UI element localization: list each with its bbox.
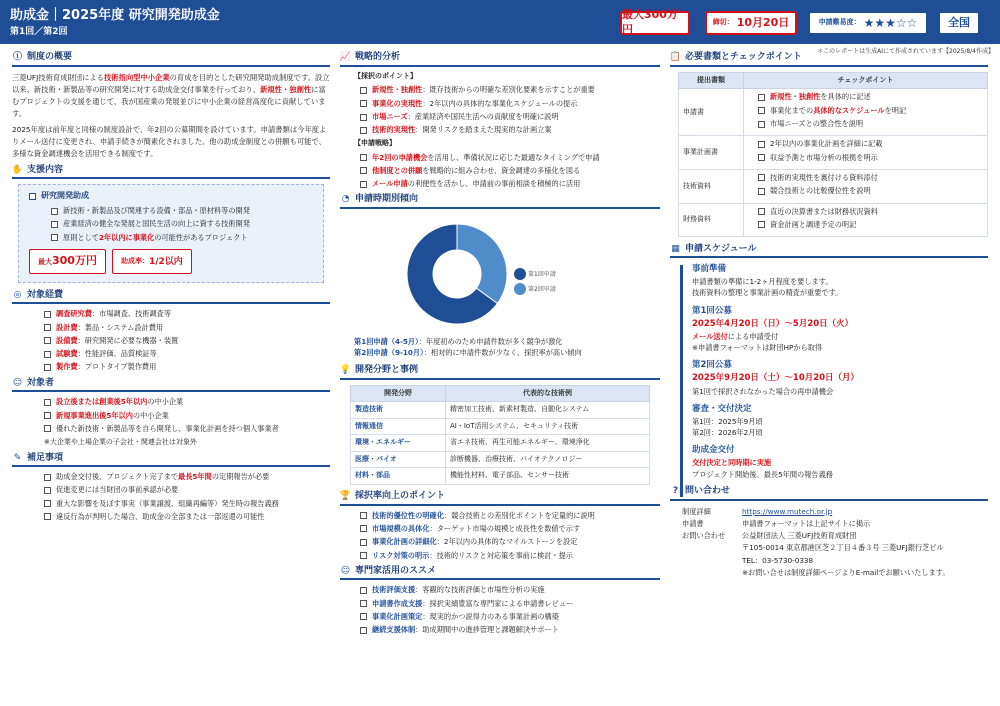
section-expenses: ◎ 対象経費: [12, 289, 330, 304]
list-item: 他制度との併願を戦略的に組み合わせ、資金調達の多様化を図る: [360, 166, 660, 177]
checkbox-icon: [44, 364, 51, 371]
middle-column: [340, 52, 660, 638]
list-item: 優れた新技術・新製品等を自ら開発し、事業化計画を持つ個人事業者: [44, 424, 330, 435]
info-icon: ⓘ: [12, 52, 22, 63]
users-icon: ☺: [12, 377, 23, 388]
schedule-timeline: [670, 263, 988, 480]
checkbox-icon: [360, 539, 367, 546]
checkbox-icon: [44, 399, 51, 406]
section-overview: ⓘ 制度の概要: [12, 52, 330, 67]
section-schedule: ▦ 申請スケジュール: [670, 243, 988, 258]
legend-swatch-first: [514, 268, 526, 280]
checkbox-icon: [51, 208, 58, 215]
table-row: 財務資料 直近の決算書または財務状況資料 資金計画と調達予定の明記: [679, 203, 988, 237]
list-item: 年2回の申請機会を活用し、準備状況に応じた最適なタイミングで申請: [360, 153, 660, 164]
list-item: 原則として2年以内に事業化の可能性があるプロジェクト: [51, 233, 313, 244]
checkbox-icon: [758, 141, 765, 148]
list-item: 促進変更には当財団の事前承認が必要: [44, 485, 330, 496]
section-timing: ◔ 申請時期別傾向: [340, 194, 660, 209]
checkbox-icon: [44, 500, 51, 507]
timeline-line: [680, 265, 683, 497]
list-item: 技術評価支援：客観的な技術評価と市場性分析の実施: [360, 585, 660, 596]
difficulty-stars: ★★★☆☆: [863, 15, 918, 30]
checkbox-icon: [44, 474, 51, 481]
list-item: 技術的実現性：開発リスクを踏まえた現実的な計画立案: [360, 125, 660, 136]
scope-badge: 全国: [938, 11, 980, 35]
page-header: [0, 0, 1000, 44]
strategy-heading-2: 【申請戦略】: [354, 139, 396, 148]
website-link[interactable]: https://www.mutech.or.jp: [742, 506, 833, 516]
trophy-icon: 🏆: [339, 491, 352, 502]
legend-label-second: 第2回申請: [528, 285, 556, 293]
table-row: 医療・バイオ 診断機器、治療技術、バイオテクノロジー: [351, 451, 650, 467]
legend-swatch-second: [514, 283, 526, 295]
list-item: 設備費：研究開発に必要な機器・装置: [44, 336, 330, 347]
question-icon: ?: [672, 486, 679, 497]
page-subtitle: 第1回／第2回: [10, 27, 68, 37]
schedule-step: 第2回公募 2025年9月20日（土）～10月20日（月） 第1回で採択されなかった場合の再申請機会: [692, 360, 860, 396]
list-item: 申請書作成支援：採択実績豊富な専門家による申請書レビュー: [360, 599, 660, 610]
legend-label-first: 第1回申請: [528, 270, 556, 278]
timing-chart: [340, 214, 660, 334]
table-row: 材料・部品 機能性材料、電子部品、センサー技術: [351, 468, 650, 484]
checkbox-icon: [44, 412, 51, 419]
checkbox-icon: [360, 613, 367, 620]
right-column: [670, 52, 988, 579]
list-item: 新規性・独創性：既存技術からの明確な差別化要素を示すことが重要: [360, 85, 660, 96]
table-row: 事業計画書 2年以内の事業化計画を詳細に記載 収益予測と市場分析の根拠を明示: [679, 136, 988, 170]
handshake-icon: ✋: [11, 164, 24, 175]
checkbox-icon: [51, 221, 58, 228]
table-row: 環境・エネルギー 省エネ技術、再生可能エネルギー、環境浄化: [351, 435, 650, 451]
target-icon: ◎: [13, 289, 22, 300]
list-item: 製作費：プロトタイプ製作費用: [44, 362, 330, 373]
section-improve: 🏆 採択率向上のポイント: [340, 491, 660, 506]
checkbox-icon: [360, 167, 367, 174]
chart-icon: 📈: [339, 52, 352, 63]
list-item: 設計費：製品・システム設計費用: [44, 323, 330, 334]
list-item: 設立後または創業後5年以内の中小企業: [44, 397, 330, 408]
checkbox-icon: [360, 87, 367, 94]
list-item: 試験費：性能評価、品質検証等: [44, 349, 330, 360]
list-item: 新技術・新製品及び関連する設備・部品・原材料等の開発: [51, 206, 313, 217]
support-amount-badge: 最大300万円: [29, 249, 106, 274]
max-amount-badge: 最大300万円: [620, 11, 690, 35]
checkbox-icon: [360, 552, 367, 559]
checkbox-icon: [360, 154, 367, 161]
list-item: 継続支援体制：助成期間中の進捗管理と課題解決サポート: [360, 625, 660, 636]
checkbox-icon: [758, 121, 765, 128]
section-contact: ? 問い合わせ: [670, 486, 988, 501]
ai-note: ＊このレポートは生成AIにて作成されています【2025/8/4作成】: [817, 48, 994, 55]
checkbox-icon: [360, 525, 367, 532]
eligible-note: ※大企業や上場企業の子会社・関連会社は対象外: [44, 437, 197, 446]
overview-paragraph-1: 三菱UFJ技術育成財団による技術指向型中小企業の育成を目的とした研究開発助成制度です。設立以来、新技術・新製品等の研究開発に対する助成金交付事業を行っており、新規性・独創性に富むプロジェクトの支援を通じて、我が国産業の発展並びに中小企業の経営高度化に貢献しています。: [12, 73, 330, 119]
pencil-icon: ✎: [13, 452, 22, 463]
pie-chart-icon: ◔: [341, 194, 350, 205]
fields-table: 開発分野 代表的な技術例 製造技術 精密加工技術、新素材製造、自動化システム 情報通信 AI・IoT活用システム、セキュリティ技術 環境・エネルギー 省エネ技術、再生可能エネルギー、環境浄化 医療・バイオ 診断機器、治療技術、バイオテクノロジー 材料・部品 機能性材料、電子部品、センサー技術: [350, 385, 650, 485]
left-column: [12, 52, 330, 525]
checkbox-icon: [44, 311, 51, 318]
list-item: 重大な影響を及ぼす事実（事業譲渡、組織再編等）発生時の報告義務: [44, 499, 330, 510]
checkbox-icon: [758, 221, 765, 228]
schedule-step: 審査・交付決定 第1回：2025年9月頃 第2回：2026年2月頃: [692, 403, 763, 438]
calendar-icon: ▦: [671, 243, 680, 254]
overview-paragraph-2: 2025年度は前年度と同様の制度設計で、年2回の公募期間を設けています。申請書類は今年度よりメール送付に変更され、申請手続きが簡素化されました。他の助成金制度との併願も可能で、多様な資金調達機会を活用できる制度です。: [12, 125, 327, 159]
table-row: 情報通信 AI・IoT活用システム、セキュリティ技術: [351, 418, 650, 434]
people-icon: ☺: [340, 565, 351, 576]
docs-table: 提出書類 チェックポイント 申請書 新規性・独創性を具体的に記述 事業化までの具体的なスケジュールを明記 市場ニーズとの整合性を説明 事業計画書 2年以内の事業化計画を詳細に記載 収益予測と市場分析の根拠を明示 技術資料 技術的実現性を裏付ける資料添付 競合技術との比較優位性を説明 財務資料 直近の決算書または財務状況資料 資金計画と調達予定の明記: [678, 72, 988, 237]
checkbox-icon: [44, 351, 51, 358]
schedule-step: 第1回公募 2025年4月20日（日）～5月20日（火） メール送付による申請受付 ※申請書フォーマットは財団HPから取得: [692, 305, 854, 353]
list-item: 助成金交付後、プロジェクト完了まで最長5年間の定期報告が必要: [44, 472, 330, 483]
checkbox-icon: [44, 513, 51, 520]
checkbox-icon: [360, 600, 367, 607]
section-strategy: 📈 戦略的分析: [340, 52, 660, 67]
support-box-title: 研究開発助成: [29, 191, 313, 202]
clipboard-icon: 📋: [669, 52, 682, 63]
checkbox-icon: [758, 154, 765, 161]
checkbox-icon: [758, 174, 765, 181]
checkbox-icon: [360, 512, 367, 519]
section-support: ✋ 支援内容: [12, 164, 330, 179]
checkbox-icon: [44, 425, 51, 432]
timing-donut-chart: [340, 214, 660, 334]
section-experts: ☺ 専門家活用のススメ: [340, 565, 660, 580]
table-row: 申請書 新規性・独創性を具体的に記述 事業化までの具体的なスケジュールを明記 市場ニーズとの整合性を説明: [679, 89, 988, 136]
checkbox-icon: [44, 324, 51, 331]
checkbox-icon: [758, 94, 765, 101]
page-title: 助成金｜2025年度 研究開発助成金: [10, 8, 220, 23]
list-item: 市場ニーズ：産業経済や国民生活への貢献度を明確に説明: [360, 112, 660, 123]
checkbox-icon: [360, 127, 367, 134]
list-item: 新規事業進出後5年以内の中小企業: [44, 411, 330, 422]
list-item: リスク対策の明示：技術的リスクと対応策を事前に検討・提示: [360, 551, 660, 562]
checkbox-icon: [360, 100, 367, 107]
section-docs: 📋 必要書類とチェックポイント: [670, 52, 988, 67]
checkbox-icon: [29, 193, 36, 200]
list-item: 事業化の実現性：2年以内の具体的な事業化スケジュールの提示: [360, 99, 660, 110]
support-box: [18, 184, 324, 283]
schedule-step: 助成金交付 交付決定と同時期に実施 プロジェクト開始後、最長5年間の報告義務: [692, 445, 833, 479]
contact-info: 制度詳細 https://www.mutech.or.jp 申請書 申請書フォーマットは上記サイトに掲示 お問い合わせ 公益財団法人 三菱UFJ技術育成財団 〒105-0014 東京都港区芝２丁目４番３号 三菱UFJ銀行芝ビル TEL：03-5730-0338 ※お問い合せは制度詳細ページよりE-mailでお願いいたします。: [682, 506, 950, 577]
schedule-step: 事前準備 申請書類の準備に1-2ヶ月程度を要します。 技術資料の整理と事業計画の精査が重要です。: [692, 264, 843, 298]
section-supplement: ✎ 補足事項: [12, 452, 330, 467]
strategy-heading-1: 【採択のポイント】: [354, 72, 417, 80]
deadline-badge: 締切： 10月20日: [705, 11, 797, 35]
list-item: 調査研究費：市場調査、技術調査等: [44, 309, 330, 320]
section-eligible: ☺ 対象者: [12, 377, 330, 392]
checkbox-icon: [360, 627, 367, 634]
checkbox-icon: [360, 587, 367, 594]
list-item: メール申請の利便性を活かし、申請前の事前相談を積極的に活用: [360, 179, 660, 190]
difficulty-badge: 申請難易度： ★★★☆☆: [808, 11, 928, 35]
table-row: 製造技術 精密加工技術、新素材製造、自動化システム: [351, 402, 650, 418]
list-item: 産業経済の健全な発展と国民生活の向上に資する技術開発: [51, 219, 313, 230]
checkbox-icon: [44, 487, 51, 494]
support-rate-badge: 助成率： 1/2以内: [112, 249, 192, 274]
list-item: 違反行為が判明した場合、助成金の全部または一部返還の可能性: [44, 512, 330, 523]
checkbox-icon: [44, 337, 51, 344]
timing-notes: 第1回申請（4-5月）：年度初めのため申請件数が多く競争が激化 第2回申請（9-10月）：相対的に申請件数が少なく、採択率が高い傾向: [354, 336, 582, 358]
checkbox-icon: [51, 234, 58, 241]
checkbox-icon: [360, 181, 367, 188]
table-row: 技術資料 技術的実現性を裏付ける資料添付 競合技術との比較優位性を説明: [679, 169, 988, 203]
checkbox-icon: [758, 188, 765, 195]
checkbox-icon: [758, 107, 765, 114]
list-item: 事業化計画策定：現実的かつ説得力のある事業計画の構築: [360, 612, 660, 623]
lightbulb-icon: 💡: [339, 365, 352, 376]
list-item: 市場規模の具体化：ターゲット市場の規模と成長性を数値で示す: [360, 524, 660, 535]
list-item: 技術的優位性の明確化：競合技術との差別化ポイントを定量的に説明: [360, 511, 660, 522]
checkbox-icon: [360, 114, 367, 121]
section-fields: 💡 開発分野と事例: [340, 365, 660, 380]
list-item: 事業化計画の詳細化：2年以内の具体的なマイルストーンを設定: [360, 537, 660, 548]
pie-slice-second: [457, 224, 507, 303]
checkbox-icon: [758, 208, 765, 215]
